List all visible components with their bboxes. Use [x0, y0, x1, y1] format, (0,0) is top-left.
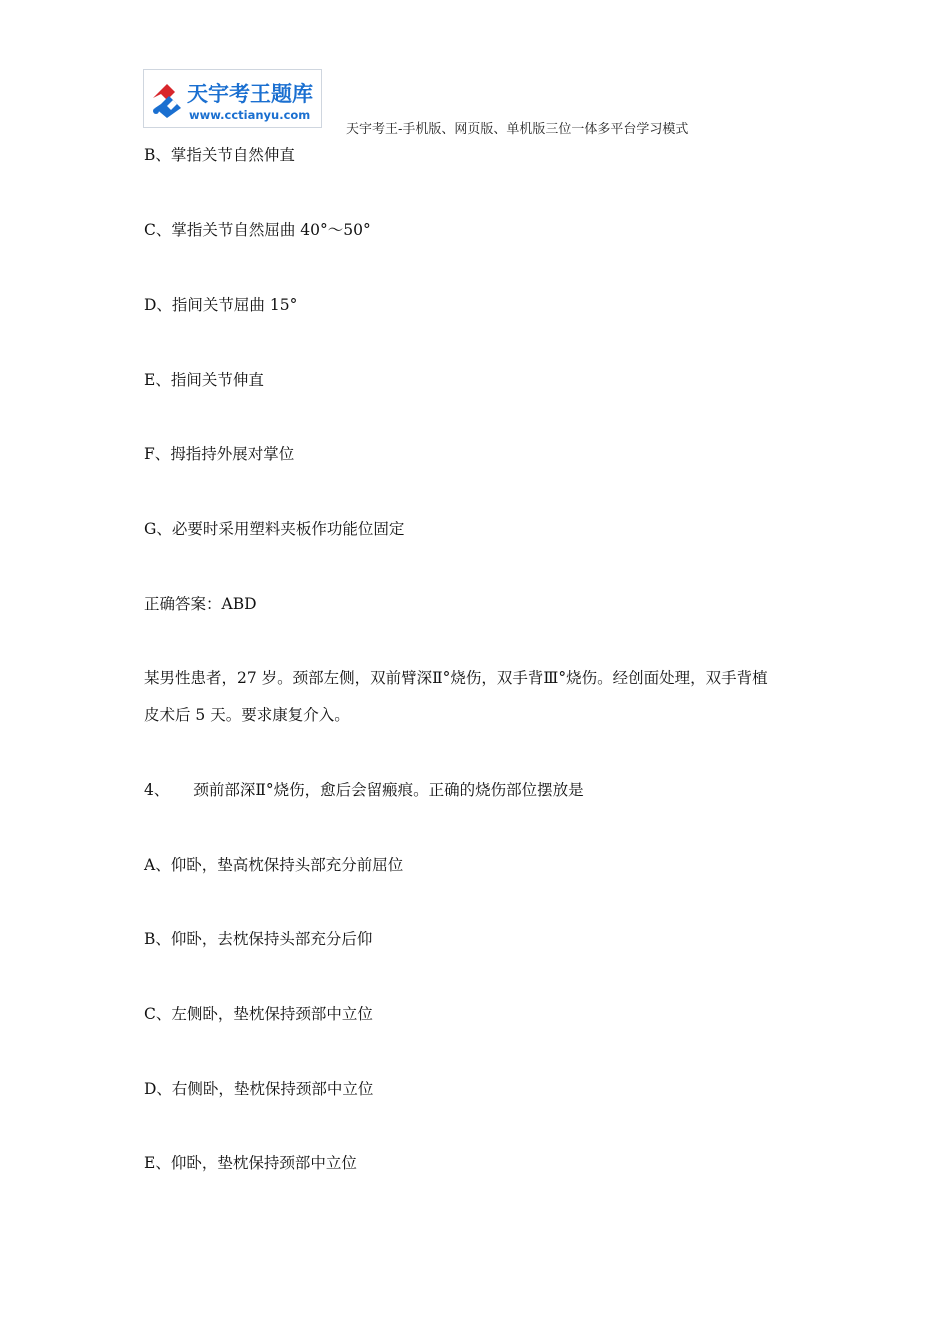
option-f-q3: F、拇指持外展对掌位	[144, 445, 295, 463]
question-number: 4、	[144, 781, 170, 799]
option-a-q4: A、仰卧，垫高枕保持头部充分前屈位	[144, 856, 404, 874]
page-header	[143, 69, 763, 137]
option-b-q3: B、掌指关节自然伸直	[144, 146, 295, 164]
question-4	[144, 780, 584, 800]
logo-url: www.cctianyu.com	[189, 108, 311, 122]
option-d-q3: D、指间关节屈曲 15°	[144, 296, 298, 314]
option-b-q4: B、仰卧，去枕保持头部充分后仰	[144, 930, 373, 948]
option-e-q3: E、指间关节伸直	[144, 371, 264, 389]
cctianyu-logo	[143, 69, 322, 128]
option-c-q4: C、左侧卧，垫枕保持颈部中立位	[144, 1005, 373, 1023]
correct-answer: 正确答案：ABD	[144, 595, 257, 613]
case-description-line-1: 某男性患者，27 岁。颈部左侧，双前臂深Ⅱ°烧伤，双手背Ⅲ°烧伤。经创面处理，双手背植	[144, 669, 768, 687]
option-d-q4: D、右侧卧，垫枕保持颈部中立位	[144, 1080, 374, 1098]
cctianyu-logo-icon	[147, 78, 187, 120]
header-slogan: 天宇考王-手机版、网页版、单机版三位一体多平台学习模式	[346, 122, 689, 137]
option-e-q4: E、仰卧，垫枕保持颈部中立位	[144, 1154, 357, 1172]
option-g-q3: G、必要时采用塑料夹板作功能位固定	[144, 520, 405, 538]
logo-title: 天宇考王题库	[187, 82, 313, 106]
option-c-q3: C、掌指关节自然屈曲 40°～50°	[144, 221, 371, 239]
case-description-line-2: 皮术后 5 天。要求康复介入。	[144, 706, 350, 724]
question-text: 颈前部深Ⅱ°烧伤，愈后会留瘢痕。正确的烧伤部位摆放是	[193, 781, 584, 799]
